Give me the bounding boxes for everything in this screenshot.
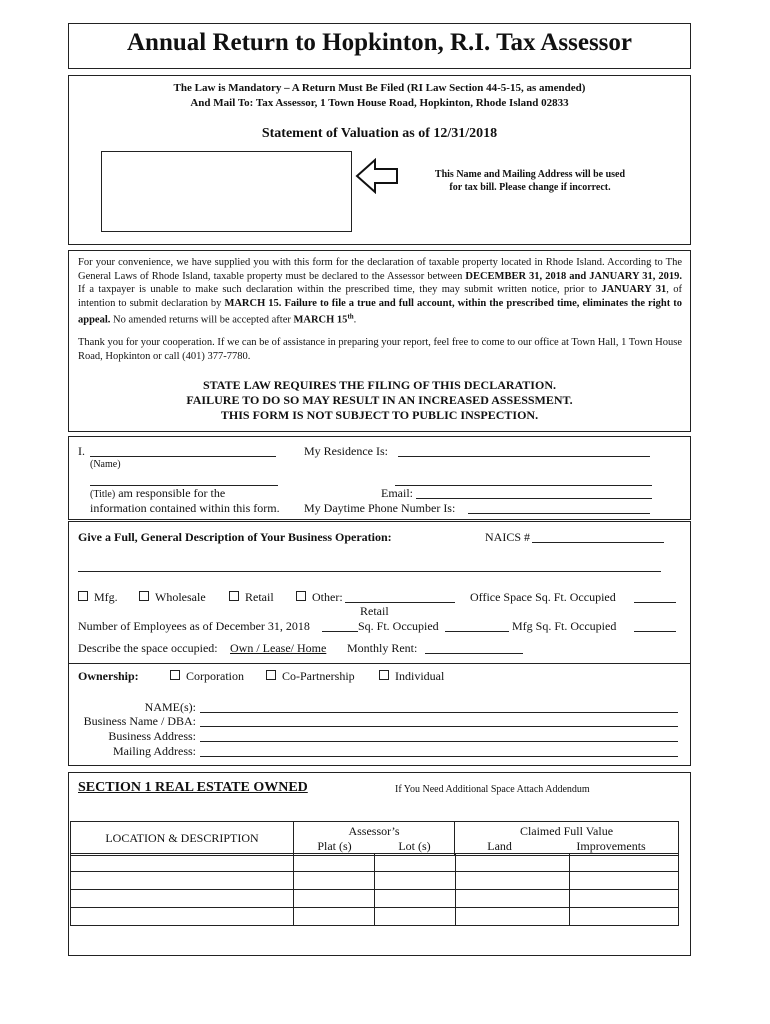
residence-field-2[interactable] bbox=[395, 474, 652, 486]
land-improvements-labels bbox=[455, 839, 678, 854]
claimed-label: Claimed Full Value bbox=[519, 823, 614, 838]
improvements-label: Improvements bbox=[576, 838, 646, 853]
cell[interactable] bbox=[456, 872, 570, 890]
warning-line-1: STATE LAW REQUIRES THE FILING OF THIS DECLARATION. bbox=[203, 378, 556, 392]
table-row bbox=[71, 854, 679, 872]
cell[interactable] bbox=[71, 872, 294, 890]
dba-field[interactable] bbox=[200, 715, 678, 727]
cell[interactable] bbox=[71, 908, 294, 926]
phone-label: My Daytime Phone Number Is: bbox=[304, 501, 456, 515]
ownership-partnership[interactable] bbox=[266, 669, 355, 684]
describe-label: Describe the space occupied: bbox=[78, 641, 218, 655]
address-note-2: for tax bill. Please change if incorrect. bbox=[449, 182, 611, 193]
cell[interactable] bbox=[71, 854, 294, 872]
responsible-text: am responsible for the bbox=[115, 486, 226, 500]
cell[interactable] bbox=[294, 854, 375, 872]
col-location: LOCATION & DESCRIPTION bbox=[71, 822, 294, 856]
dba-label: Business Name / DBA: bbox=[83, 714, 196, 728]
names-field[interactable] bbox=[200, 701, 678, 713]
table-row bbox=[71, 890, 679, 908]
page-title: Annual Return to Hopkinton, R.I. Tax Assessor bbox=[127, 29, 632, 56]
cell[interactable] bbox=[294, 908, 375, 926]
address-window[interactable] bbox=[101, 151, 352, 232]
law-line: The Law is Mandatory – A Return Must Be Filed (RI Law Section 44-5-15, as amended) bbox=[173, 82, 586, 94]
info-line: information contained within this form. bbox=[90, 501, 280, 515]
rent-label: Monthly Rent: bbox=[347, 641, 418, 655]
checkbox[interactable] bbox=[78, 591, 88, 601]
name-field[interactable] bbox=[90, 445, 276, 457]
naics-field[interactable] bbox=[532, 531, 664, 543]
cell[interactable] bbox=[570, 890, 679, 908]
email-label: Email: bbox=[381, 486, 413, 500]
cell[interactable] bbox=[294, 890, 375, 908]
cell[interactable] bbox=[570, 908, 679, 926]
intro-dates: DECEMBER 31, 2018 and JANUARY 31, 2019. bbox=[465, 270, 683, 282]
cell[interactable] bbox=[456, 908, 570, 926]
intro-text: If a taxpayer is unable to make such declaration within the prescribed time, they may submit written notice, prior to bbox=[78, 284, 602, 295]
checkbox[interactable] bbox=[229, 591, 239, 601]
retail-sqft-field[interactable] bbox=[445, 620, 509, 632]
cell[interactable] bbox=[71, 890, 294, 908]
employees-field[interactable] bbox=[322, 620, 358, 632]
intro-date: MARCH 15. bbox=[224, 297, 282, 309]
checkbox[interactable] bbox=[139, 591, 149, 601]
statement-title: Statement of Valuation as of 12/31/2018 bbox=[261, 126, 498, 141]
type-other[interactable] bbox=[296, 590, 343, 605]
real-estate-rows bbox=[70, 853, 679, 926]
section1-note: If You Need Additional Space Attach Addendum bbox=[395, 784, 590, 795]
intro-date: JANUARY 31 bbox=[601, 284, 667, 295]
other-field[interactable] bbox=[345, 591, 455, 603]
assessors-label: Assessor’s bbox=[348, 823, 400, 838]
type-mfg[interactable] bbox=[78, 590, 118, 605]
retail-sqft-label: Sq. Ft. Occupied bbox=[358, 619, 439, 633]
table-row bbox=[71, 872, 679, 890]
business-address-field[interactable] bbox=[200, 730, 678, 742]
residence-label: My Residence Is: bbox=[304, 444, 388, 458]
lot-label: Lot (s) bbox=[398, 838, 431, 853]
intro-date: MARCH 15 bbox=[293, 314, 348, 326]
cell[interactable] bbox=[456, 854, 570, 872]
plat-lot-labels bbox=[294, 839, 454, 854]
checkbox[interactable] bbox=[170, 670, 180, 680]
table-row bbox=[71, 908, 679, 926]
title-label: (Title) bbox=[90, 489, 116, 500]
residence-field[interactable] bbox=[398, 445, 650, 457]
type-label: Wholesale bbox=[155, 590, 206, 604]
mailing-address-field[interactable] bbox=[200, 745, 678, 757]
intro-appeal-warning: Failure to file a true and full account, within the prescribed time, eliminates the right to appeal. bbox=[78, 297, 683, 326]
cell[interactable] bbox=[294, 872, 375, 890]
cell[interactable] bbox=[375, 854, 456, 872]
mailing-address-label: Mailing Address: bbox=[113, 744, 196, 758]
business-desc-label: Give a Full, General Description of Your Business Operation: bbox=[78, 530, 392, 544]
names-label: NAME(s): bbox=[144, 700, 196, 714]
intro-sup: th bbox=[347, 312, 354, 320]
intro-text: . bbox=[353, 314, 357, 326]
ownership-label: Ownership: bbox=[78, 669, 139, 683]
cell[interactable] bbox=[570, 854, 679, 872]
naics-label: NAICS # bbox=[485, 530, 531, 544]
intro-paragraph bbox=[78, 256, 682, 327]
email-field[interactable] bbox=[416, 487, 652, 499]
cell[interactable] bbox=[456, 890, 570, 908]
mfg-sqft-field[interactable] bbox=[634, 620, 676, 632]
plat-label: Plat (s) bbox=[317, 838, 352, 853]
section1-heading: SECTION 1 REAL ESTATE OWNED bbox=[78, 780, 308, 795]
intro-thanks: Thank you for your cooperation. If we can be of assistance in preparing your report, feel free to come to our office at Town Hall, 1 Town House Road, Hopkinton or call (401) 377-7780. bbox=[78, 337, 682, 362]
mail-line: And Mail To: Tax Assessor, 1 Town House Road, Hopkinton, Rhode Island 02833 bbox=[190, 97, 569, 109]
office-sqft-field[interactable] bbox=[634, 591, 676, 603]
business-desc-field[interactable] bbox=[78, 560, 661, 572]
phone-field[interactable] bbox=[468, 502, 650, 514]
warning-line-2: FAILURE TO DO SO MAY RESULT IN AN INCREASED ASSESSMENT. bbox=[186, 393, 573, 407]
real-estate-table bbox=[70, 821, 679, 856]
checkbox[interactable] bbox=[296, 591, 306, 601]
ownership-individual[interactable] bbox=[379, 669, 444, 684]
land-label: Land bbox=[487, 838, 512, 853]
ownership-type-label: Co-Partnership bbox=[282, 669, 355, 683]
warning-line-3: THIS FORM IS NOT SUBJECT TO PUBLIC INSPECTION. bbox=[220, 408, 539, 422]
ownership-corporation[interactable] bbox=[170, 669, 244, 684]
checkbox[interactable] bbox=[266, 670, 276, 680]
arrow-left-icon bbox=[355, 158, 399, 194]
business-address-label: Business Address: bbox=[108, 729, 196, 743]
employees-label: Number of Employees as of December 31, 2018 bbox=[78, 619, 310, 633]
cell[interactable] bbox=[570, 872, 679, 890]
ownership-type-label: Corporation bbox=[186, 669, 244, 683]
cell[interactable] bbox=[375, 890, 456, 908]
intro-text: For your convenience, we have supplied you with this form for the declaration of taxable property located in Rhode Island. According to The General Laws of Rhode Island, taxable property must be declared to the Assessor between bbox=[78, 257, 682, 282]
name-label: (Name) bbox=[90, 459, 121, 470]
col-assessors bbox=[294, 822, 455, 856]
mfg-sqft-label: Mfg Sq. Ft. Occupied bbox=[512, 619, 617, 633]
col-claimed bbox=[455, 822, 679, 856]
office-sqft-label: Office Space Sq. Ft. Occupied bbox=[470, 590, 616, 604]
rent-field[interactable] bbox=[425, 642, 523, 654]
title-line bbox=[90, 486, 225, 501]
ownership-type-label: Individual bbox=[395, 669, 445, 683]
cell[interactable] bbox=[375, 872, 456, 890]
type-label: Mfg. bbox=[94, 590, 118, 604]
title-field[interactable] bbox=[90, 474, 278, 486]
i-label: I. bbox=[78, 444, 85, 458]
type-label: Retail bbox=[245, 590, 274, 604]
intro-text: No amended returns will be accepted after bbox=[110, 314, 294, 326]
describe-options[interactable]: Own / Lease/ Home bbox=[230, 641, 327, 655]
type-wholesale[interactable] bbox=[139, 590, 206, 605]
cell[interactable] bbox=[375, 908, 456, 926]
address-note-1: This Name and Mailing Address will be used bbox=[434, 169, 626, 180]
type-retail[interactable] bbox=[229, 590, 274, 605]
type-label: Other: bbox=[312, 590, 343, 604]
retail-label: Retail bbox=[360, 604, 389, 618]
intro-text: , of intention to submit declaration by bbox=[78, 284, 682, 309]
checkbox[interactable] bbox=[379, 670, 389, 680]
ownership-divider bbox=[68, 663, 691, 664]
